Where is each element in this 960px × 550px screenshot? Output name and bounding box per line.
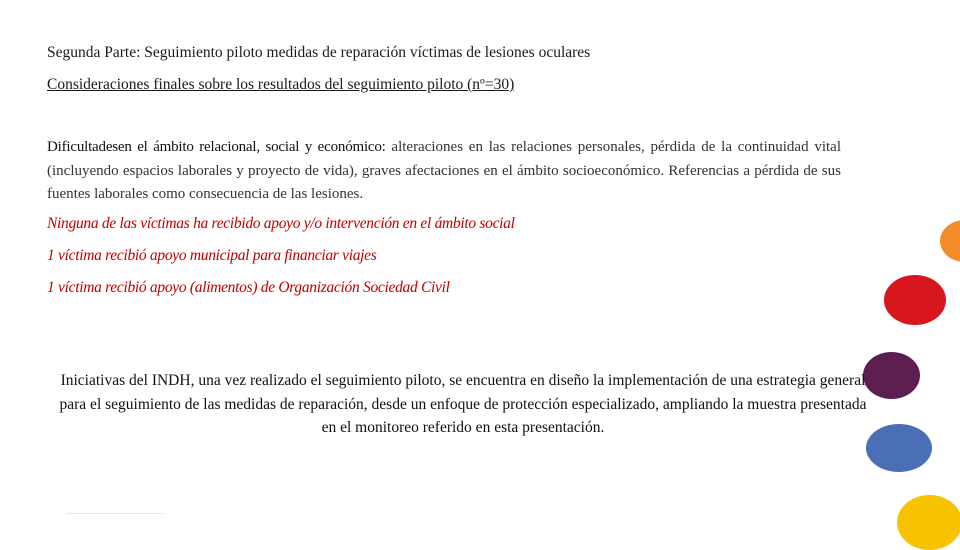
highlight-line-2: 1 víctima recibió apoyo municipal para financiar viajes <box>47 247 377 264</box>
slide-subtitle: Consideraciones finales sobre los resultados del seguimiento piloto (nº=30) <box>47 76 515 93</box>
yellow-circle-decoration <box>897 495 960 550</box>
highlight-line-1: Ninguna de las víctimas ha recibido apoyo y/o intervención en el ámbito social <box>47 215 515 232</box>
difficulties-body: alteraciones en las relaciones personales, pérdida de la continuidad vital (incluyendo espacios laborales y proyecto de vida), graves afectaciones en el ámbito socioeconómico. Referencias a pérdida de sus fuentes laborales como consecuencia de las lesiones. <box>47 139 841 202</box>
difficulties-lead: Dificultadesen el ámbito relacional, social y económico: <box>47 139 386 155</box>
highlight-line-3: 1 víctima recibió apoyo (alimentos) de Organización Sociedad Civil <box>47 279 450 296</box>
blue-circle-decoration <box>866 424 932 472</box>
initiatives-paragraph: Iniciativas del INDH, una vez realizado el seguimiento piloto, se encuentra en diseño la implementación de una estrategia general para el seguimiento de las medidas de reparación, desde un enfoque de protección especializado, ampliando la muestra presentada en el monitoreo referido en esta presentación. <box>59 372 867 436</box>
faint-divider <box>66 513 164 514</box>
red-circle-decoration <box>884 275 946 325</box>
orange-circle-decoration <box>940 220 960 262</box>
slide-title: Segunda Parte: Seguimiento piloto medidas de reparación víctimas de lesiones oculares <box>47 44 591 61</box>
difficulties-paragraph <box>47 136 841 207</box>
